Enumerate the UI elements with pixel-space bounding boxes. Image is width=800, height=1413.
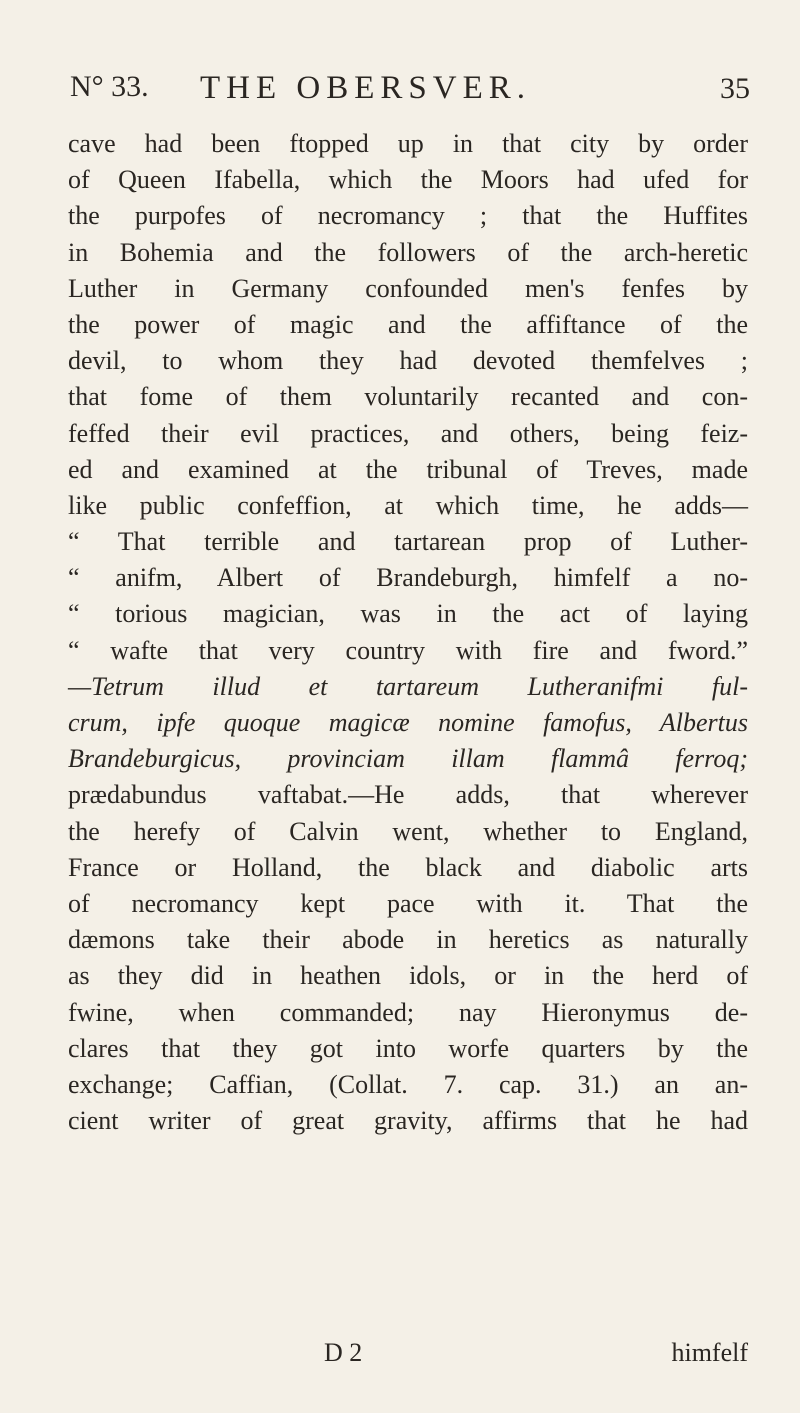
text-line: France or Holland, the black and diabolic arts <box>68 852 748 882</box>
latin-text-line: Brandeburgicus, provinciam illam flammâ ferroq; <box>68 744 748 774</box>
latin-text-line: crum, ipfe quoque magicæ nomine famofus, Albertus <box>68 708 748 737</box>
text-line: exchange; Caffian, (Collat. 7. cap. 31.) an an- <box>68 1069 748 1099</box>
text-line: that fome of them voluntarily recanted and con- <box>68 382 748 412</box>
text-line: of necromancy kept pace with it. That the <box>68 888 748 918</box>
text-line: fwine, when commanded; nay Hieronymus de- <box>68 997 748 1027</box>
latin-text-line: —Tetrum illud et tartareum Lutheranifmi ful- <box>68 671 748 701</box>
page-footer <box>68 1338 748 1378</box>
running-head <box>60 60 750 110</box>
text-line: cient writer of great gravity, affirms that he had <box>68 1106 748 1136</box>
text-line: like public confeffion, at which time, he adds— <box>68 490 748 520</box>
text-line: clares that they got into worfe quarters by the <box>68 1033 748 1063</box>
text-line: “ torious magician, was in the act of laying <box>68 599 748 629</box>
body-text <box>68 126 748 1139</box>
text-line: of Queen Ifabella, which the Moors had ufed for <box>68 165 748 195</box>
text-line: prædabundus vaftabat.—He adds, that wherever <box>68 780 748 810</box>
issue-number: N° 33. <box>70 70 149 103</box>
text-line: “ anifm, Albert of Brandeburgh, himfelf a no- <box>68 563 748 593</box>
page-title: THE OBERSVER. <box>200 70 532 106</box>
text-line: in Bohemia and the followers of the arch-heretic <box>68 237 748 267</box>
text-line: feffed their evil practices, and others, being feiz- <box>68 418 748 448</box>
text-line: as they did in heathen idols, or in the herd of <box>68 961 748 991</box>
text-line: “ wafte that very country with fire and fword.” <box>68 635 748 665</box>
text-line: dæmons take their abode in heretics as naturally <box>68 925 748 955</box>
text-line: the herefy of Calvin went, whether to England, <box>68 816 748 846</box>
text-line: the power of magic and the affiftance of the <box>68 309 748 339</box>
text-line: Luther in Germany confounded men's fenfes by <box>68 273 748 303</box>
text-line: “ That terrible and tartarean prop of Luther- <box>68 527 748 557</box>
text-line: the purpofes of necromancy ; that the Huffites <box>68 201 748 231</box>
text-line: ed and examined at the tribunal of Treves, made <box>68 454 748 484</box>
catchword: himfelf <box>671 1338 748 1367</box>
text-line: devil, to whom they had devoted themfelves ; <box>68 346 748 376</box>
text-line: cave had been ftopped up in that city by order <box>68 129 748 158</box>
signature-mark: D 2 <box>324 1338 363 1367</box>
page-number: 35 <box>720 72 750 105</box>
